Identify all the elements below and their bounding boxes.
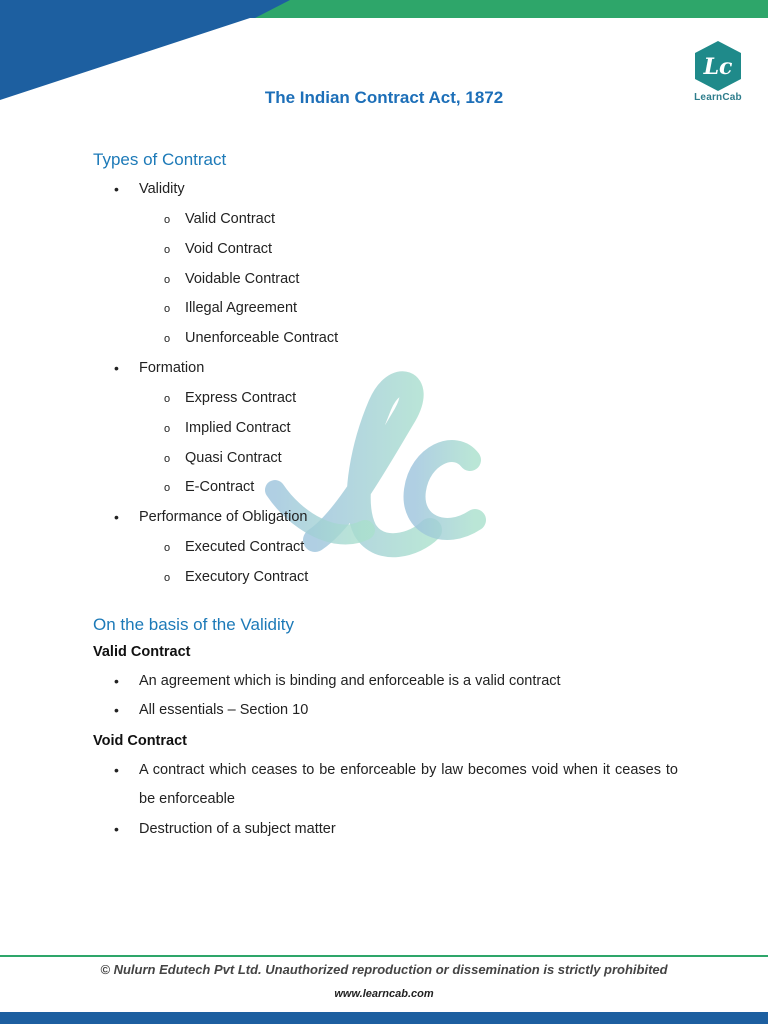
list-item-level2: o Executory Contract (93, 562, 678, 592)
logo-hexagon-icon (693, 40, 743, 92)
circle-bullet-icon: o (164, 243, 171, 256)
section-heading-validity: On the basis of the Validity (93, 614, 294, 634)
bullet-icon: • (114, 820, 119, 837)
bullet-icon: • (114, 359, 119, 376)
section-heading-types: Types of Contract (93, 150, 227, 169)
list-item-level2: o Implied Contract (93, 413, 678, 443)
circle-bullet-icon: o (164, 422, 171, 435)
list-item: • All essentials – Section 10 (93, 696, 678, 726)
document-body (93, 150, 678, 844)
list-item: • A contract which ceases to be enforceable by law becomes void when it ceases to be enforceable (93, 756, 678, 815)
circle-bullet-icon: o (164, 303, 171, 316)
list-item-level2: o Valid Contract (93, 204, 678, 234)
list-item-level2: o E-Contract (93, 472, 678, 502)
subheading-valid-contract: Valid Contract (93, 643, 191, 660)
bullet-icon: • (114, 181, 119, 197)
list-item-level2: o Express Contract (93, 383, 678, 413)
bullet-icon: • (114, 761, 119, 778)
logo-text: LearnCab (694, 92, 742, 103)
logo-letters: Lc (703, 54, 733, 80)
page-title: The Indian Contract Act, 1872 (264, 88, 504, 107)
list-item-level2: o Unenforceable Contract (93, 323, 678, 353)
list-item-level1: • Formation (93, 353, 678, 383)
circle-bullet-icon: o (164, 392, 171, 405)
footer-url-link[interactable]: www.learncab.com (334, 988, 434, 1000)
subheading-void-contract: Void Contract (93, 732, 187, 749)
circle-bullet-icon: o (164, 452, 171, 465)
list-item: • Destruction of a subject matter (93, 815, 678, 845)
circle-bullet-icon: o (164, 542, 171, 555)
bullet-icon: • (114, 672, 119, 689)
list-item-level2: o Quasi Contract (93, 443, 678, 473)
circle-bullet-icon: o (164, 214, 171, 226)
group-formation (93, 353, 678, 502)
list-item-level2: o Voidable Contract (93, 264, 678, 294)
group-validity (93, 174, 678, 353)
bullet-icon: • (114, 509, 119, 526)
circle-bullet-icon: o (164, 571, 171, 584)
footer-divider (0, 955, 768, 957)
circle-bullet-icon: o (164, 273, 171, 286)
list-item-level1: • Performance of Obligation (93, 502, 678, 532)
list-item-level2: o Executed Contract (93, 532, 678, 562)
footer-copyright: © Nulurn Edutech Pvt Ltd. Unauthorized reproduction or dissemination is strictly prohibited (100, 962, 668, 977)
group-performance (93, 502, 678, 592)
circle-bullet-icon: o (164, 333, 171, 346)
circle-bullet-icon: o (164, 482, 171, 495)
list-item-level2: o Void Contract (93, 234, 678, 264)
footer-bar (0, 1012, 768, 1024)
list-item-level1: • Validity (93, 174, 678, 204)
bullet-icon: • (114, 702, 119, 719)
list-item: • An agreement which is binding and enforceable is a valid contract (93, 667, 678, 697)
list-item-level2: o Illegal Agreement (93, 293, 678, 323)
